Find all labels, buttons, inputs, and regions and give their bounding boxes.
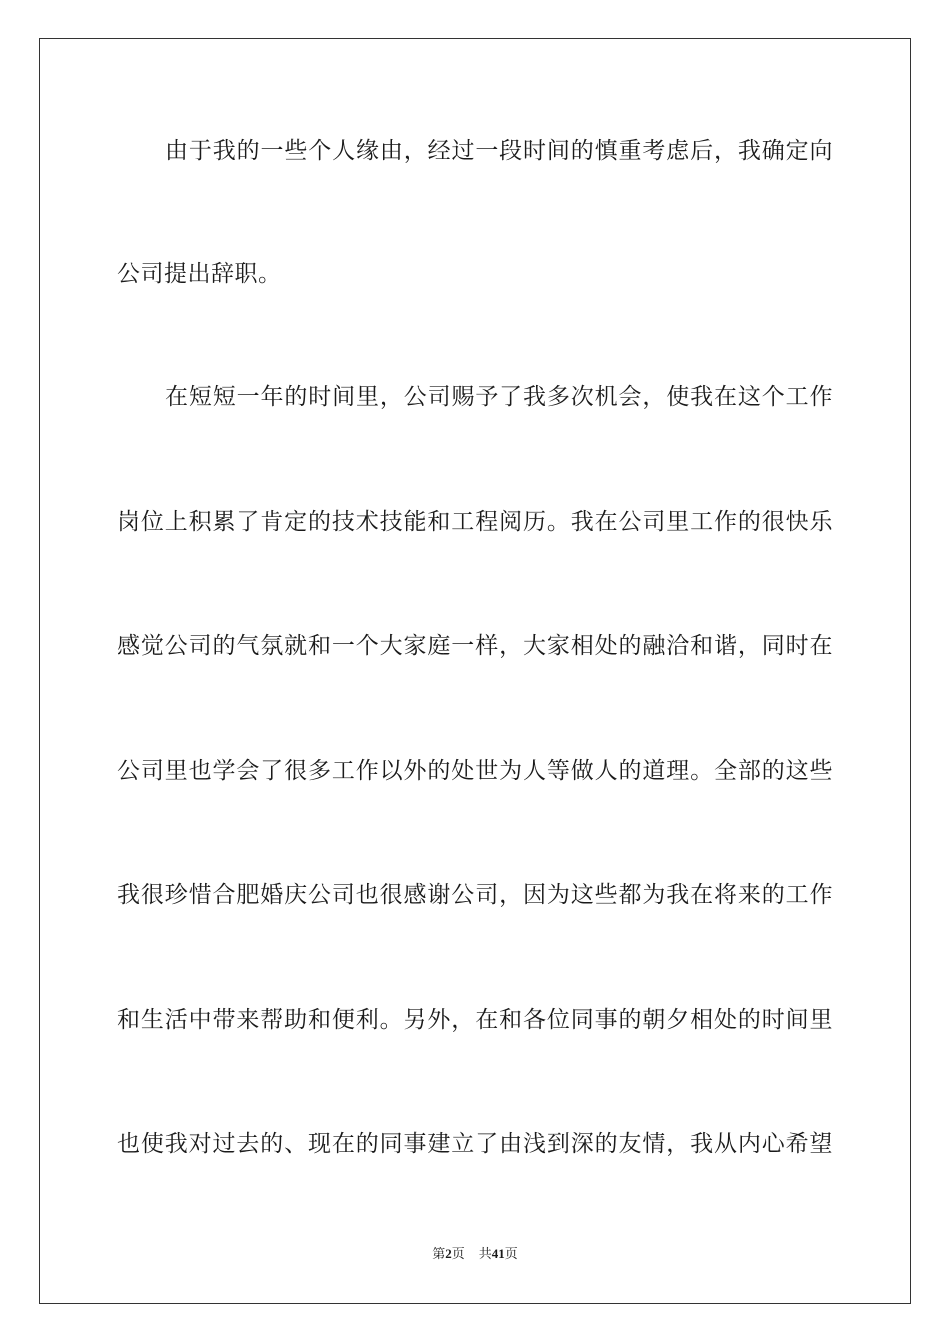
page-frame: [39, 38, 911, 1304]
paragraph-line-7: 我很珍惜合肥婚庆公司也很感谢公司，因为这些都为我在将来的工作: [117, 882, 833, 908]
page-prefix: 第: [432, 1247, 446, 1262]
paragraph-line-9: 也使我对过去的、现在的同事建立了由浅到深的友情，我从内心希望: [117, 1131, 833, 1157]
paragraph-line-3: 在短短一年的时间里，公司赐予了我多次机会，使我在这个工作: [165, 384, 833, 410]
page-suffix: 页: [451, 1247, 465, 1262]
paragraph-line-1: 由于我的一些个人缘由，经过一段时间的慎重考虑后，我确定向: [165, 138, 833, 164]
total-prefix: 共: [478, 1247, 492, 1262]
paragraph-line-2: 公司提出辞职。: [117, 261, 282, 287]
page-number: 2: [445, 1246, 452, 1261]
paragraph-line-4: 岗位上积累了肯定的技术技能和工程阅历。我在公司里工作的很快乐: [117, 509, 833, 535]
paragraph-line-5: 感觉公司的气氛就和一个大家庭一样，大家相处的融洽和谐，同时在: [117, 633, 833, 659]
paragraph-line-8: 和生活中带来帮助和便利。另外，在和各位同事的朝夕相处的时间里: [117, 1007, 833, 1033]
paragraph-line-6: 公司里也学会了很多工作以外的处世为人等做人的道理。全部的这些: [117, 758, 833, 784]
total-suffix: 页: [504, 1247, 518, 1262]
page-footer: [0, 1244, 950, 1265]
total-pages: 41: [491, 1246, 505, 1261]
